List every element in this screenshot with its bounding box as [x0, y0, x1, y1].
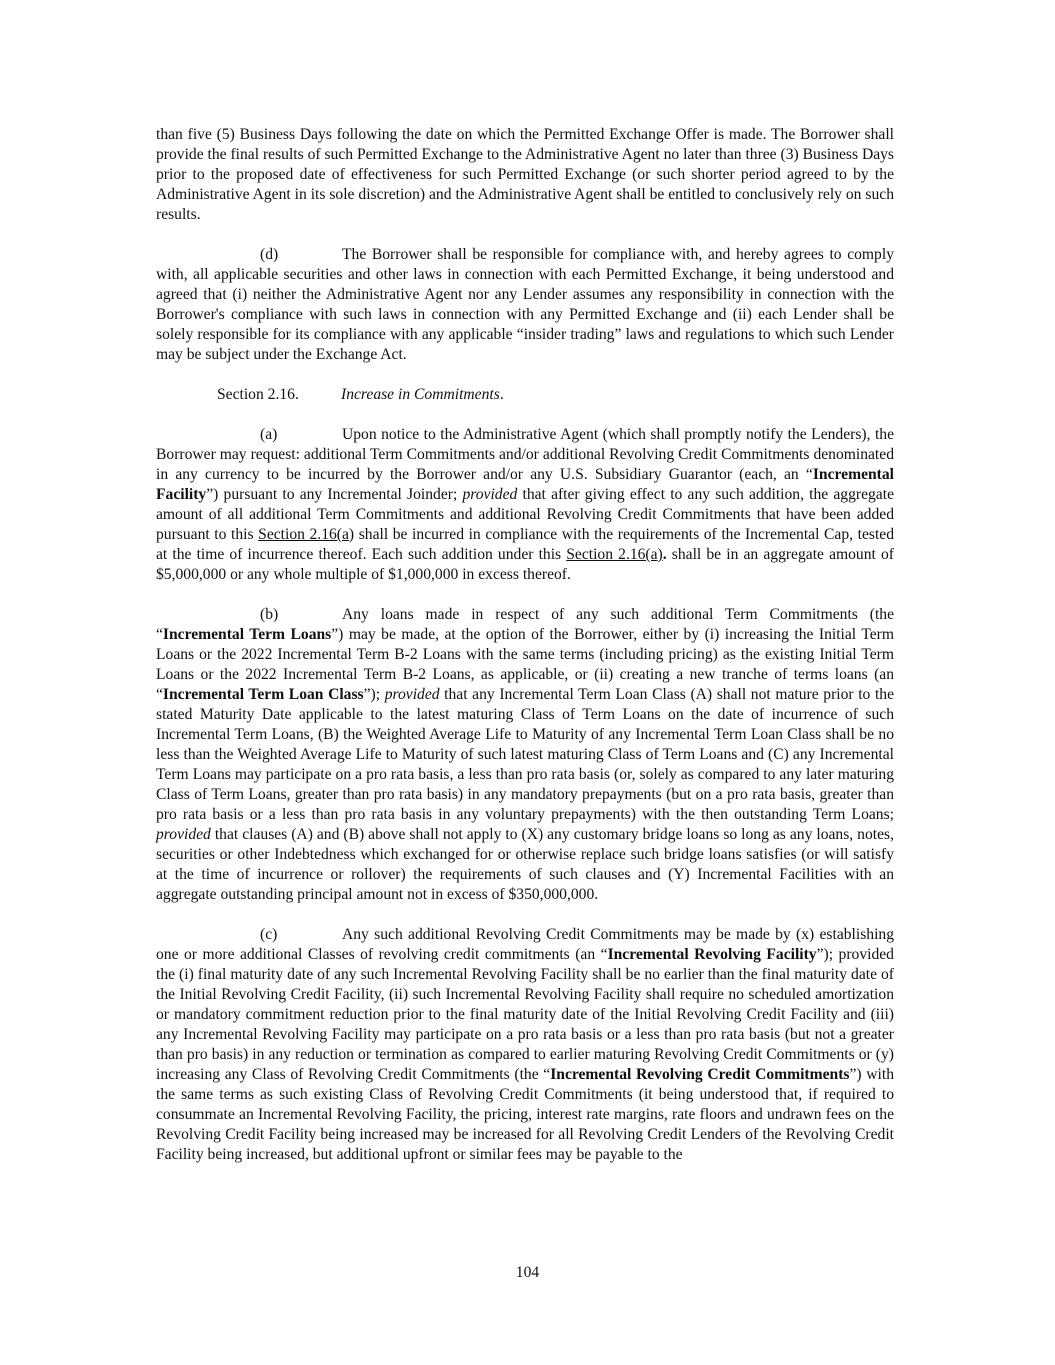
defined-term: Incremental Facility	[156, 466, 894, 503]
defined-term: Incremental Revolving Credit Commitments	[550, 1066, 850, 1083]
section-reference: Section 2.16(a	[258, 526, 349, 543]
section-title: Increase in Commitments	[341, 386, 500, 403]
section-number: Section 2.16.	[217, 386, 299, 403]
paragraph-d: (d) The Borrower shall be responsible for compliance with, and hereby agrees to comply with, all applicable securities and other laws in connection with each Permitted Exchange, it being understood and agreed that (i) neither the Administrative Agent nor any Lender assumes any responsibility in connection with the Borrower's compliance with such laws in connection with any Permitted Exchange and (ii) each Lender shall be solely responsible for its compliance with any applicable “insider trading” laws and regulations to which such Lender may be subject under the Exchange Act.	[156, 246, 894, 363]
paragraph-c: (c) Any such additional Revolving Credit Commitments may be made by (x) establishing one or more additional Classes of revolving credit commitments (an “Incremental Revolving Facility”); provided the (i) final maturity date of any such Incremental Revolving Facility shall be no earlier than the final maturity date of the Initial Revolving Credit Facility, (ii) such Incremental Revolving Facility shall require no scheduled amortization or mandatory commitment reduction prior to the final maturity date of the Initial Revolving Credit Facility and (iii) any Incremental Revolving Facility may participate on a pro rata basis or a less than pro rata basis (but not a greater than pro basis) in any reduction or termination as compared to earlier maturing Revolving Credit Commitments or (y) increasing any Class of Revolving Credit Commitments (the “Incremental Revolving Credit Commitments”) with the same terms as such existing Class of Revolving Credit Commitments (it being understood that, if required to consummate an Incremental Revolving Facility, the pricing, interest rate margins, rate floors and undrawn fees on the Revolving Credit Facility being increased may be increased for all Revolving Credit Lenders of the Revolving Credit Facility being increased, but additional upfront or similar fees may be payable to the	[156, 926, 894, 1163]
defined-term: Incremental Term Loan Class	[162, 686, 364, 703]
paragraph-a: (a) Upon notice to the Administrative Agent (which shall promptly notify the Lenders), the Borrower may request: additional Term Commitments and/or additional Revolving Credit Commitments denominated in any currency to be incurred by the Borrower and/or any U.S. Subsidiary Guarantor (each, an “Incremental Facility”) pursuant to any Incremental Joinder; provided that after giving effect to any such addition, the aggregate amount of all additional Term Commitments and additional Revolving Credit Commitments that have been added pursuant to this Section 2.16(a) shall be incurred in compliance with the requirements of the Incremental Cap, tested at the time of incurrence thereof. Each such addition under this Section 2.16(a). shall be in an aggregate amount of $5,000,000 or any whole multiple of $1,000,000 in excess thereof.	[156, 426, 895, 583]
section-heading: Section 2.16. Increase in Commitments.	[217, 386, 504, 403]
clause-label-a: (a)	[260, 426, 278, 443]
defined-term: Incremental Revolving Facility	[607, 946, 817, 963]
paragraph-b: (b) Any loans made in respect of any such additional Term Commitments (the “Incremental Term Loans”) may be made, at the option of the Borrower, either by (i) increasing the Initial Term Loans or the 2022 Incremental Term B-2 Loans with the same terms (including pricing) as the existing Initial Term Loans or the 2022 Incremental Term B-2 Loans, as applicable, or (ii) creating a new tranche of terms loans (an “Incremental Term Loan Class”); provided that any Incremental Term Loan Class (A) shall not mature prior to the stated Maturity Date applicable to the latest maturing Class of Term Loans on the date of incurrence of such Incremental Term Loans, (B) the Weighted Average Life to Maturity of any Incremental Term Loan Class shall be no less than the Weighted Average Life to Maturity of such latest maturing Class of Term Loans and (C) any Incremental Term Loans may participate on a pro rata basis, a less than pro rata basis (or, solely as compared to any later maturing Class of Term Loans, greater than pro rata basis) in any mandatory prepayments (but on a pro rata basis, greater than pro rata basis or a less than pro rata basis in any voluntary prepayments) with the then outstanding Term Loans; provided that clauses (A) and (B) above shall not apply to (X) any customary bridge loans so long as any loans, notes, securities or other Indebtedness which exchanged for or otherwise replace such bridge loans satisfies (or will satisfy at the time of incurrence or rollover) the requirements of such clauses and (Y) Incremental Facilities with an aggregate outstanding principal amount not in excess of $350,000,000.	[156, 606, 895, 903]
page-number: 104	[515, 1264, 540, 1281]
defined-term: Incremental Term Loans	[162, 626, 332, 643]
paragraph-continuation: than five (5) Business Days following the date on which the Permitted Exchange Offer is made. The Borrower shall provide the final results of such Permitted Exchange to the Administrative Agent no later than three (3) Business Days prior to the proposed date of effectiveness for such Permitted Exchange (or such shorter period agreed to by the Administrative Agent in its sole discretion) and the Administrative Agent shall be entitled to conclusively rely on such results.	[156, 126, 894, 223]
section-reference: Section 2.16(a)	[566, 546, 663, 563]
document-body	[156, 125, 894, 1185]
clause-label-c: (c)	[260, 926, 278, 943]
clause-label-b: (b)	[260, 606, 279, 623]
clause-label-d: (d)	[260, 246, 279, 263]
